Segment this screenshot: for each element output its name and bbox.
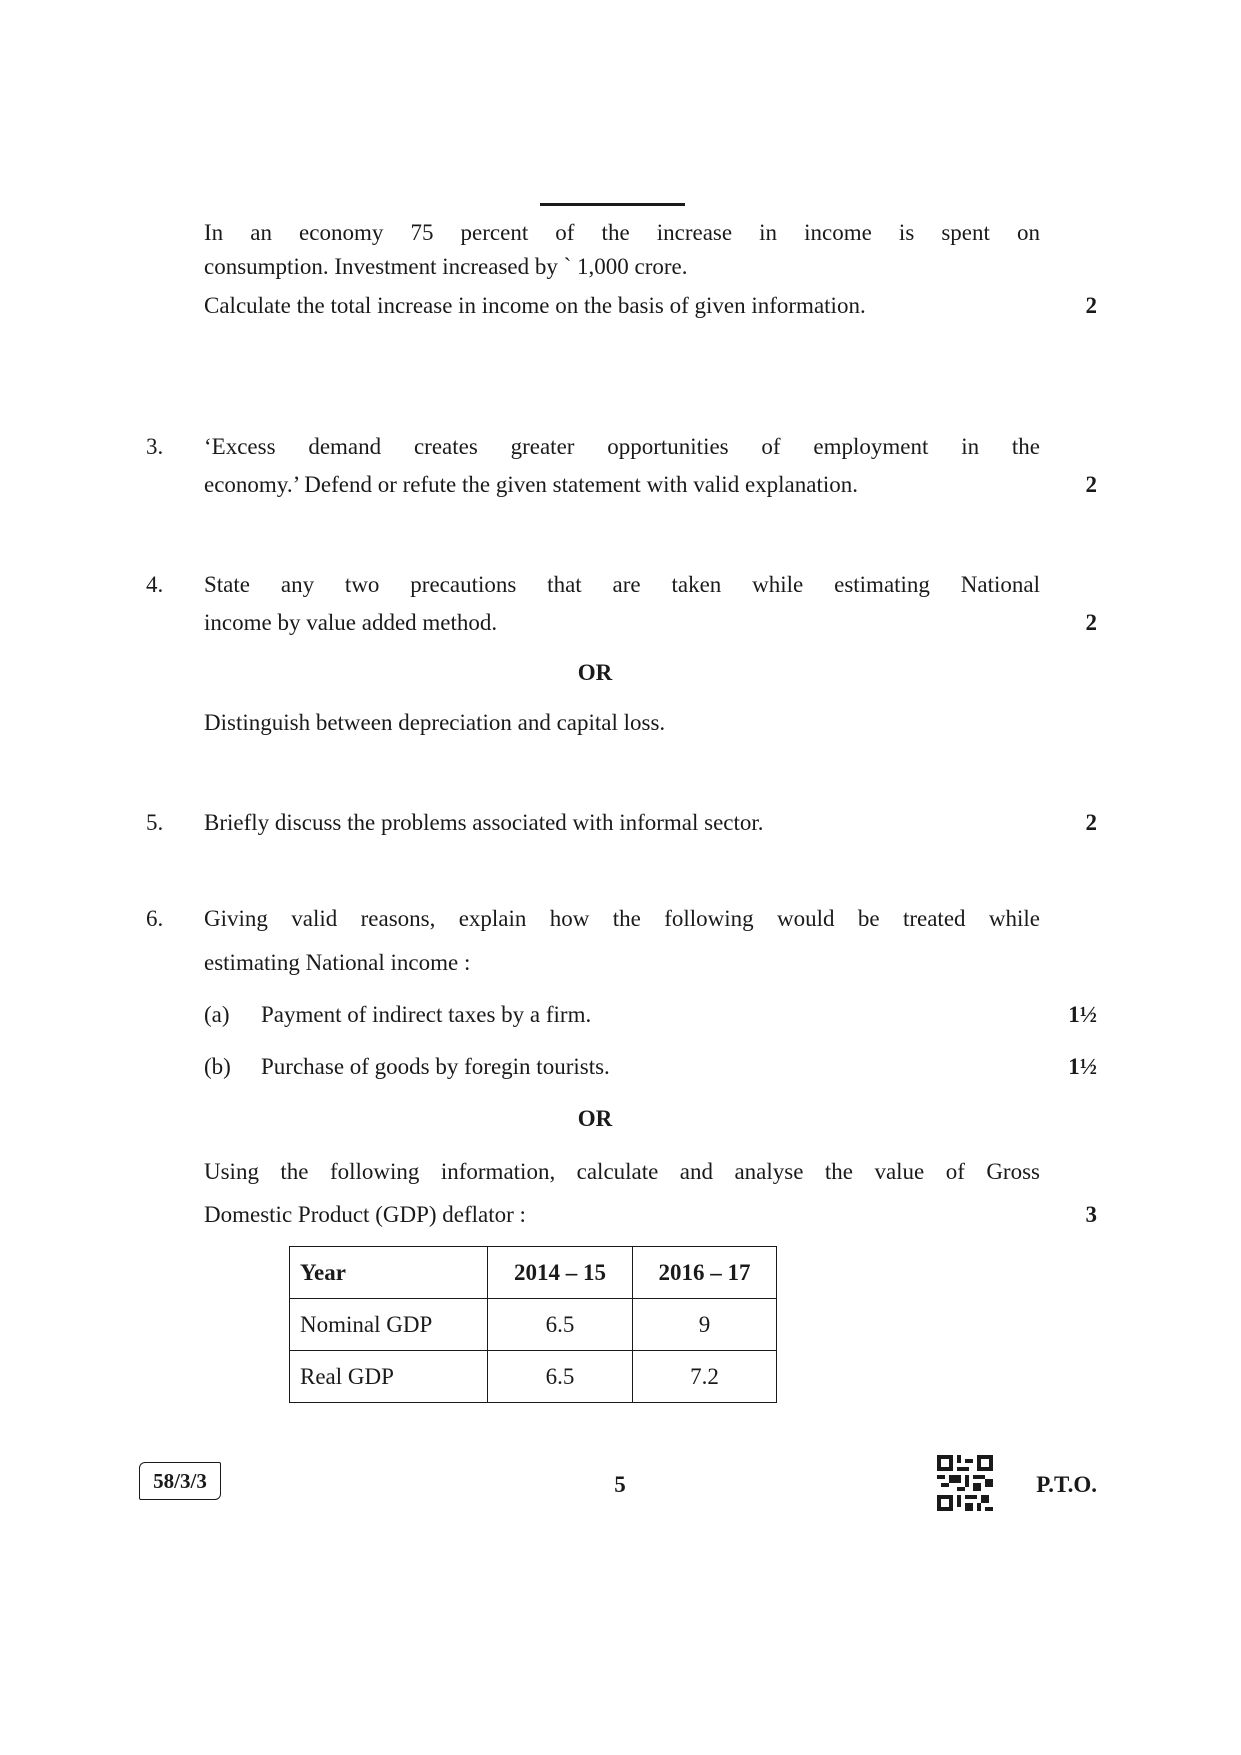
q2-line-1: In an economy 75 percent of the increase in income is spent on <box>204 220 1040 245</box>
q2-line-2: consumption. Investment increased by ` 1,000 crore. <box>204 254 688 279</box>
q6-line-1: Giving valid reasons, explain how the following would be treated while <box>204 906 1040 931</box>
pto-label: P.T.O. <box>1036 1472 1097 1497</box>
table-cell: Real GDP <box>290 1351 488 1403</box>
q6-part-b-marks: 1½ <box>1068 1054 1097 1079</box>
q3-number: 3. <box>146 434 164 459</box>
q4-or-label: OR <box>577 660 613 685</box>
table-cell: 6.5 <box>488 1351 633 1403</box>
q4-number: 4. <box>146 572 164 597</box>
table-cell: 6.5 <box>488 1299 633 1351</box>
gdp-table <box>289 1246 777 1403</box>
table-header-cell: Year <box>290 1247 488 1299</box>
q6-part-a-marks: 1½ <box>1068 1002 1097 1027</box>
q4-line-2: income by value added method. <box>204 610 498 635</box>
q6-or-label: OR <box>577 1106 613 1131</box>
q2-marks: 2 <box>1085 293 1097 318</box>
table-header-cell: 2014 – 15 <box>488 1247 633 1299</box>
q6-part-b-label: (b) <box>204 1054 231 1079</box>
q4-alternative: Distinguish between depreciation and capital loss. <box>204 710 666 735</box>
table-cell: 7.2 <box>633 1351 777 1403</box>
q3-marks: 2 <box>1085 472 1097 497</box>
table-cell: Nominal GDP <box>290 1299 488 1351</box>
table-cell: 9 <box>633 1299 777 1351</box>
table-header-cell: 2016 – 17 <box>633 1247 777 1299</box>
q4-marks: 2 <box>1085 610 1097 635</box>
q6-alt-line-1: Using the following information, calculate and analyse the value of Gross <box>204 1159 1040 1184</box>
q5-number: 5. <box>146 810 164 835</box>
q6-part-a-label: (a) <box>204 1002 230 1027</box>
q5-marks: 2 <box>1085 810 1097 835</box>
q2-line-3: Calculate the total increase in income on the basis of given information. <box>204 293 866 318</box>
q6-part-a-text: Payment of indirect taxes by a firm. <box>261 1002 592 1027</box>
q3-line-1: ‘Excess demand creates greater opportunities of employment in the <box>204 434 1040 459</box>
table-row <box>290 1299 777 1351</box>
page-number: 5 <box>614 1472 626 1497</box>
table-row <box>290 1351 777 1403</box>
table-header-row <box>290 1247 777 1299</box>
qr-code-icon <box>937 1455 993 1516</box>
q5-line-1: Briefly discuss the problems associated with informal sector. <box>204 810 764 835</box>
q6-number: 6. <box>146 906 164 931</box>
paper-code-badge: 58/3/3 <box>139 1462 221 1500</box>
q3-line-2: economy.’ Defend or refute the given statement with valid explanation. <box>204 472 858 497</box>
separator-rule <box>540 203 685 206</box>
q6-part-b-text: Purchase of goods by foregin tourists. <box>261 1054 610 1079</box>
q6-alt-line-2: Domestic Product (GDP) deflator : <box>204 1202 526 1227</box>
q4-line-1: State any two precautions that are taken while estimating National <box>204 572 1040 597</box>
q6-line-2: estimating National income : <box>204 950 471 975</box>
q6-alt-marks: 3 <box>1085 1202 1097 1227</box>
